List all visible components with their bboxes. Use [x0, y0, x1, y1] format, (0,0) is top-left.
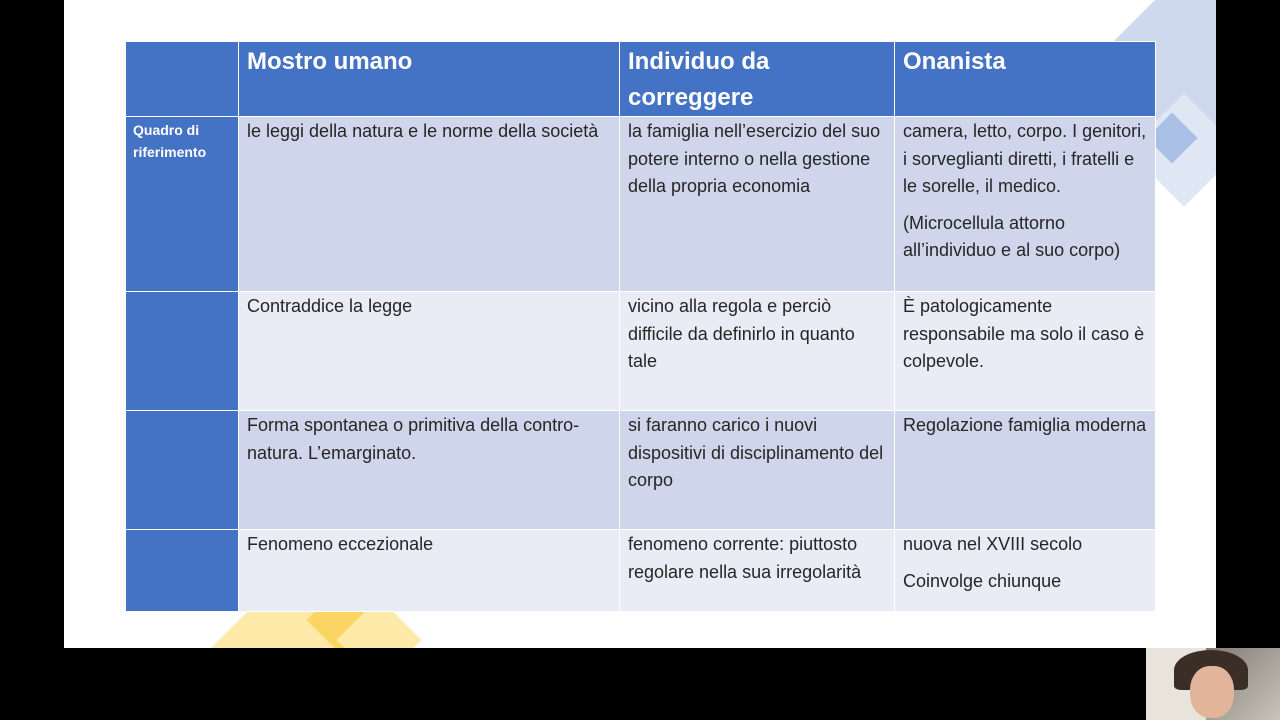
table-cell [239, 292, 620, 411]
webcam-person-face [1190, 666, 1234, 718]
presentation-slide [64, 0, 1216, 648]
table-row [126, 411, 1156, 530]
table-cell [239, 411, 620, 530]
table-cell [895, 411, 1156, 530]
webcam-video-feed [1146, 648, 1280, 720]
table-row [126, 530, 1156, 612]
table-header-row [126, 42, 1156, 117]
cell-text: Contraddice la legge [247, 296, 413, 316]
cell-text: (Microcellula attorno all’individuo e al suo corpo) [903, 212, 1121, 260]
cell-text: vicino alla regola e perciò difficile da definirlo in quanto tale [628, 296, 855, 371]
header-cell-empty [126, 42, 239, 117]
table-cell [895, 530, 1156, 612]
table-row [126, 292, 1156, 411]
cell-text: camera, letto, corpo. I genitori, i sorveglianti diretti, i fratelli e le sorelle, il medico. [903, 121, 1147, 196]
table-cell [895, 117, 1156, 292]
cell-text: Forma spontanea o primitiva della contro-natura. L’emarginato. [247, 415, 580, 463]
table-cell [620, 117, 895, 292]
table-cell [239, 117, 620, 292]
cell-text: Fenomeno eccezionale [247, 534, 434, 554]
cell-text: Coinvolge chiunque [903, 570, 1062, 591]
row-label-cell: Quadro di riferimento [126, 117, 239, 292]
table-row [126, 117, 1156, 292]
cell-text: le leggi della natura e le norme della società [247, 121, 599, 141]
row-label-cell [126, 411, 239, 530]
cell-text: si faranno carico i nuovi dispositivi di disciplinamento del corpo [628, 415, 884, 490]
table-cell [620, 292, 895, 411]
comparison-table [125, 41, 1156, 612]
table-cell [239, 530, 620, 612]
header-cell-individuo-da-correggere: Individuo da correggere [620, 42, 895, 117]
table-cell [620, 530, 895, 612]
cell-text: fenomeno corrente: piuttosto regolare nella sua irregolarità [628, 534, 862, 582]
cell-text: nuova nel XVIII secolo [903, 534, 1083, 554]
cell-text: Regolazione famiglia moderna [903, 415, 1147, 435]
table-cell [895, 292, 1156, 411]
row-label-cell [126, 530, 239, 612]
header-cell-mostro-umano: Mostro umano [239, 42, 620, 117]
header-cell-onanista: Onanista [895, 42, 1156, 117]
table-cell [620, 411, 895, 530]
cell-text: la famiglia nell’esercizio del suo potere interno o nella gestione della propria economia [628, 121, 881, 196]
row-label-cell [126, 292, 239, 411]
cell-text: È patologicamente responsabile ma solo il caso è colpevole. [903, 296, 1145, 371]
